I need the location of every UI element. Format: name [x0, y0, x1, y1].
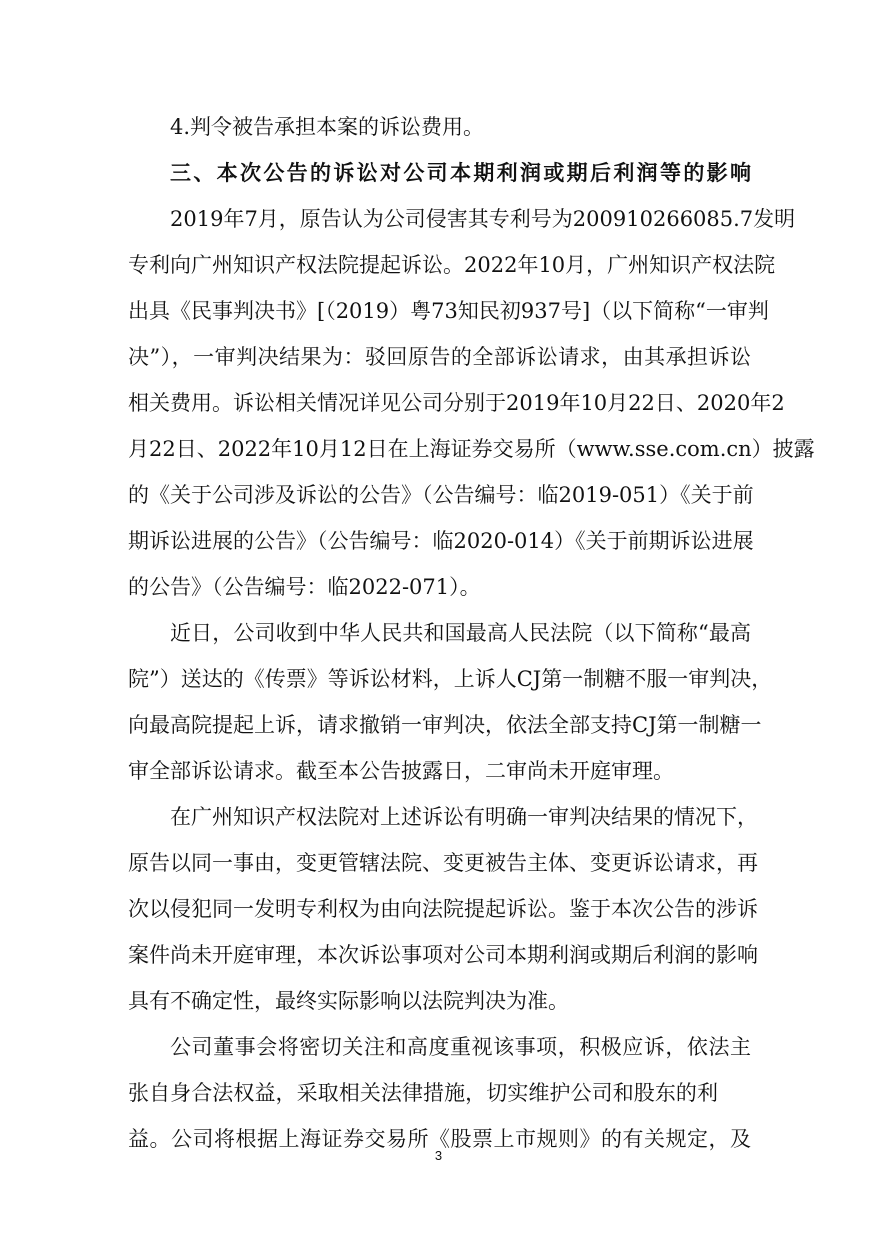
paragraph-4-line: 张自身合法权益，采取相关法律措施，切实维护公司和股东的利	[128, 1081, 718, 1105]
paragraph-1-line: 期诉讼进展的公告》（公告编号：临2020-014）《关于前期诉讼进展	[128, 529, 754, 553]
paragraph-2-line: 向最高院提起上诉，请求撤销一审判决，依法全部支持CJ第一制糖一	[128, 713, 762, 737]
list-item-4: 4.判令被告承担本案的诉讼费用。	[170, 115, 485, 139]
paragraph-1-line: 的《关于公司涉及诉讼的公告》（公告编号：临2019-051）《关于前	[128, 483, 754, 507]
paragraph-1-line: 月22日、2022年10月12日在上海证券交易所（www.sse.com.cn）披露	[128, 437, 815, 461]
paragraph-1-line: 专利向广州知识产权法院提起诉讼。2022年10月，广州知识产权法院	[128, 253, 776, 277]
paragraph-3-line: 次以侵犯同一发明专利权为由向法院提起诉讼。鉴于本次公告的涉诉	[128, 897, 758, 921]
paragraph-2-line: 院”）送达的《传票》等诉讼材料，上诉人CJ第一制糖不服一审判决，	[128, 667, 773, 691]
paragraph-3-line: 原告以同一事由，变更管辖法院、变更被告主体、变更诉讼请求，再	[128, 851, 758, 875]
paragraph-1-line: 的公告》（公告编号：临2022-071）。	[128, 575, 481, 599]
paragraph-4-line: 益。公司将根据上海证券交易所《股票上市规则》的有关规定，及	[128, 1127, 751, 1151]
paragraph-3-line: 在广州知识产权法院对上述诉讼有明确一审判决结果的情况下，	[170, 805, 758, 829]
paragraph-1-line: 出具《民事判决书》[（2019）粤73知民初937号]（以下简称“一审判	[128, 299, 769, 323]
paragraph-4-line: 公司董事会将密切关注和高度重视该事项，积极应诉，依法主	[170, 1035, 751, 1059]
paragraph-1-line: 2019年7月，原告认为公司侵害其专利号为200910266085.7发明	[170, 207, 796, 231]
section-heading-3: 三、本次公告的诉讼对公司本期利润或期后利润等的影响	[170, 161, 751, 185]
paragraph-1-line: 相关费用。诉讼相关情况详见公司分别于2019年10月22日、2020年2	[128, 391, 785, 415]
paragraph-1-line: 决”），一审判决结果为：驳回原告的全部诉讼请求，由其承担诉讼	[128, 345, 751, 369]
paragraph-2-line: 近日，公司收到中华人民共和国最高人民法院（以下简称“最高	[170, 621, 751, 645]
paragraph-3-line: 案件尚未开庭审理，本次诉讼事项对公司本期利润或期后利润的影响	[128, 943, 758, 967]
page-number: 3	[434, 1148, 443, 1163]
paragraph-3-line: 具有不确定性，最终实际影响以法院判决为准。	[128, 989, 569, 1013]
paragraph-2-line: 审全部诉讼请求。截至本公告披露日，二审尚未开庭审理。	[128, 759, 674, 783]
